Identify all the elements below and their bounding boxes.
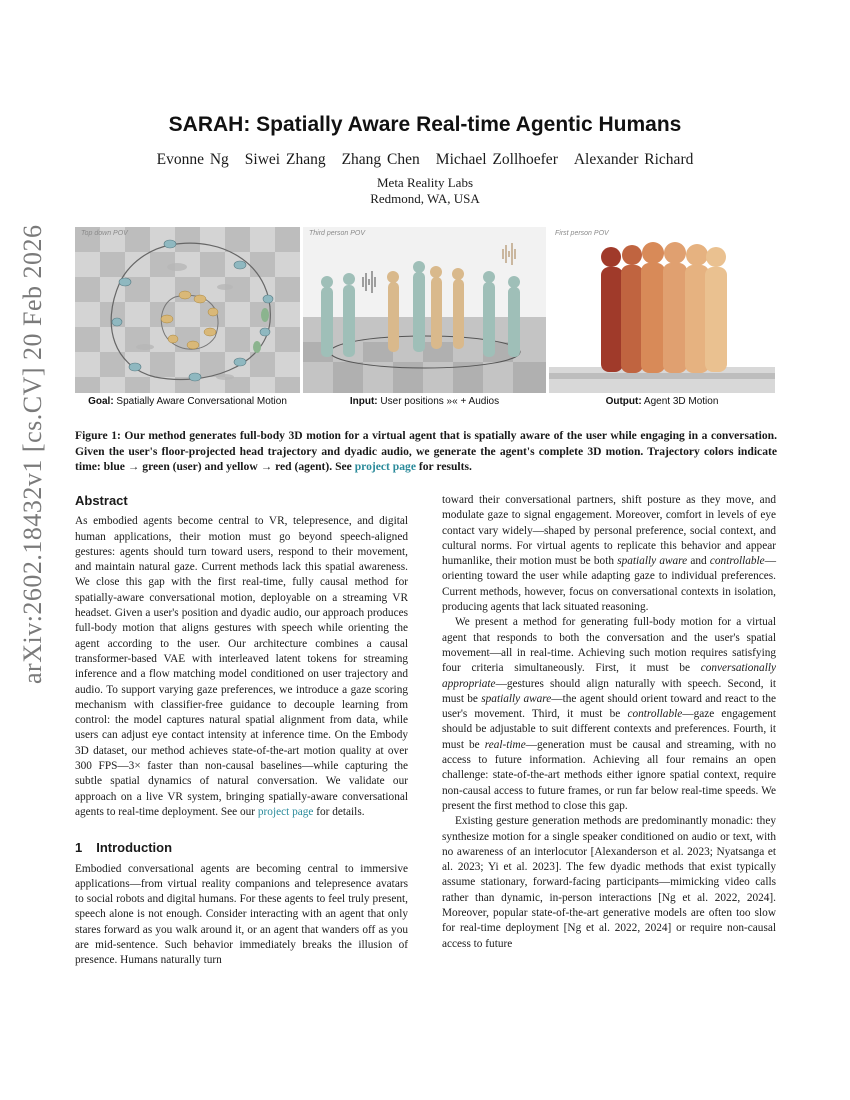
thirdperson-render [303, 227, 546, 393]
project-page-link[interactable]: project page [354, 460, 416, 473]
right-column [442, 493, 776, 952]
intro-paragraph: Embodied conversational agents are becoming central to immersive applications—from virtual reality companions and telepresence avatars to social robots and digital humans. For these agents to feel truly present, speech alone is not enough. Consider interacting with an agent that only stares forward as you walk around it, or an agent that wanders off as you are mid-sentence. Such behavior immediately breaks the illusion of presence. Humans naturally turn [75, 862, 408, 967]
left-column [75, 493, 408, 969]
intro-heading: 1 Introduction [75, 840, 173, 856]
arxiv-stamp: arXiv:2602.18432v1 [cs.CV] 20 Feb 2026 [18, 224, 47, 684]
author: Siwei Zhang [244, 151, 326, 168]
abstract-project-link[interactable]: project page [257, 805, 314, 818]
figure-caption: Figure 1: Our method generates full-body 3D motion for a virtual agent that is spatially aware of the user while engaging in a conversation. Given the user's floor-projected head trajectory and dyadic audio, we generate the agent's complete 3D motion. Trajectory colors indicate time: blue → green (user) and yellow → red (agent). See project page for results. [75, 429, 777, 473]
figure-panel-thirdperson [303, 227, 546, 393]
intro-paragraph: We present a method for generating full-body motion for a virtual agent that responds to both the conversation and the user's spatial movement—all in real-time. Achieving such motion requires satisfying four criteria simultaneously. First, it must be conversationally appropriate—gestures should align naturally with speech. Second, it must be spatially aware—the agent should orient toward and react to the user's movement. Third, it must be controllable—gaze engagement should be adjustable to suit different contexts and preferences. Fourth, it must be real-time—generation must be causal and streaming, with no access to future information. Achieving all four remains an open challenge: state-of-the-art methods either ignore spatial context, require non-causal access to future frames, or run far below real-time speeds. We present the first method to close this gap. [442, 616, 777, 812]
affiliation-location: Redmond, WA, USA [370, 191, 480, 206]
author: Evonne Ng [156, 151, 229, 168]
paper-title: SARAH: Spatially Aware Real-time Agentic Humans [168, 113, 682, 136]
pov-label: Top down POV [81, 230, 128, 237]
abstract-heading: Abstract [75, 493, 128, 508]
panel-label-output: Output: Agent 3D Motion [605, 396, 719, 407]
author-list [0, 151, 850, 169]
author: Alexander Richard [573, 151, 694, 168]
figure-panel-firstperson [549, 227, 775, 393]
abstract-text: As embodied agents become central to VR, telepresence, and digital human applications, their motion must go beyond speech-aligned gestures: agents should turn toward users, respond to their movement, and maintain natural gaze. Current methods lack this spatial awareness. We close this gap with the first real-time, fully causal method for spatially-aware conversational motion, deployable on a streaming VR headset. Given a user's position and dyadic audio, our approach produces full-body motion that aligns gestures with speech while orienting the agent according to the user. Our architecture combines a causal transformer-based VAE with interleaved latent tokens for streaming inference and a flow matching model conditioned on user trajectory and audio. To support varying gaze preferences, we introduce a gaze scoring mechanism with classifier-free guidance to decouple learning from control: the model captures natural spatial alignment from data, while users can adjust eye contact intensity at inference time. On the Embody 3D dataset, our method achieves state-of-the-art motion quality at over 300 FPS—3× faster than non-causal baselines—while capturing the subtle spatial dynamics of natural conversation. We validate our approach on a live VR system, bringing spatially-aware conversational agents to real-time deployment. See our project page for details. [75, 515, 408, 818]
intro-paragraph: Existing gesture generation methods are predominantly monadic: they synthesize motion for a single speaker conditioned on audio or text, with no awareness of an interlocutor [Alexanderson et al. 2023; Nyatsanga et al. 2023; Yi et al. 2023]. The few dyadic methods that exist typically assume stationary, forward-facing participants—mimicking video calls rather than dynamic, in-person interactions [Ng et al. 2022, 2024]. Moreover, popular state-of-the-art generative models are often too slow for real-time deployment [Ng et al. 2022, 2024] or require non-causal access to future [442, 815, 776, 950]
topdown-render [75, 227, 300, 393]
author: Zhang Chen [341, 151, 420, 168]
panel-label-input: Input: User positions »« + Audios [349, 396, 500, 407]
pov-label: First person POV [555, 230, 609, 237]
pov-label: Third person POV [309, 230, 366, 237]
figure-panel-topdown [75, 227, 300, 393]
author: Michael Zollhoefer [435, 151, 558, 168]
affiliation-org: Meta Reality Labs [376, 175, 474, 190]
intro-paragraph: toward their conversational partners, shift posture as they move, and modulate gaze to signal engagement. Moreover, comfort in levels of eye contact vary widely—shaped by personal preference, social context, and cultural norms. For virtual agents to replicate this behavior and appear humanlike, their motion must be both spatially aware and controllable—orienting toward the user while adapting gaze to individual preferences. Current methods, however, focus on conversational contexts in isolation, producing agents that lack situated reasoning. [442, 494, 776, 614]
panel-label-goal: Goal: Spatially Aware Conversational Motion [88, 396, 287, 407]
firstperson-render [549, 227, 775, 393]
